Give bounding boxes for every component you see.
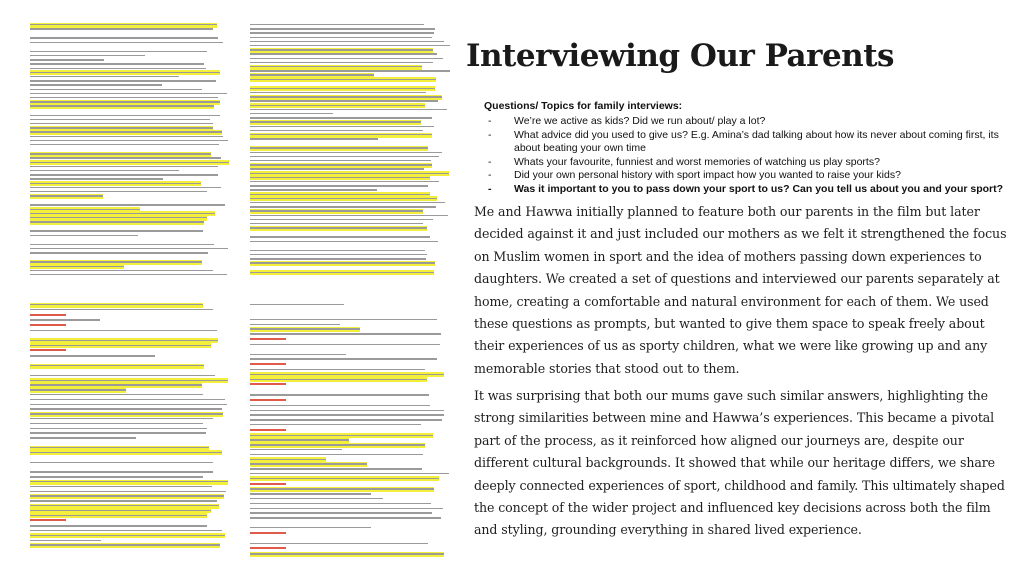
questions-heading: Questions/ Topics for family interviews: [484,100,683,112]
question-item: - What advice did you used to give us? E.g. Amina’s dad talking about how its never about coming first, its about beating your own time [488,128,999,155]
question-item: - We’re we active as kids? Did we run about/ play a lot? [488,115,766,127]
question-text: We’re we active as kids? Did we run about/ play a lot? [514,115,766,127]
question-item: - Was it important to you to pass down your sport to us? Can you tell us about you and your sport? [488,182,1004,195]
transcript-page-2 [250,20,450,278]
question-text: Was it important to you to pass down your sport to us? Can you tell us about you and your sport? [514,182,1004,195]
transcript-page-1 [30,20,230,278]
question-text: Whats your favourite, funniest and worst memories of watching us play sports? [514,155,880,168]
transcript-page-3 [30,300,230,558]
questions-list [484,115,1014,197]
question-item: - Did your own personal history with sport impact how you wanted to raise your kids? [488,169,901,182]
transcript-page-4 [250,300,450,558]
question-item: - Whats your favourite, funniest and worst memories of watching us play sports? [488,155,880,168]
page-title: Interviewing Our Parents [466,38,894,74]
question-text: Did your own personal history with sport impact how you wanted to raise your kids? [514,169,901,182]
paragraph-2: It was surprising that both our mums gave such similar answers, highlighting the strong similarities between mine and Hawwa’s experiences. This became a pivotal part of the process, as it reinforced how aligned our journeys are, despite our different cultural backgrounds. It showed that while our heritage differs, we share deeply connected experiences of sport, childhood and family. This ultimately shaped the concept of the wider project and influenced key decisions across both the film and styling, grounding everything in shared lived experience. [474,388,1005,538]
paragraph-1: Me and Hawwa initially planned to feature both our parents in the film but later decided against it and just included our mothers as we felt it strengthened the focus on Muslim women in sport and the idea of mothers passing down experiences to daughters. We created a set of questions and interviewed our parents separately at home, creating a comfortable and natural environment for each of them. We used these questions as prompts, but wanted to give them space to speak freely about their experiences of us as sporty children, what we were like growing up and any memorable stories that stood out to them. [474,204,1007,376]
question-text: What advice did you used to give us? E.g. Amina’s dad talking about how its never about coming first, its about beating your own time [514,128,999,155]
